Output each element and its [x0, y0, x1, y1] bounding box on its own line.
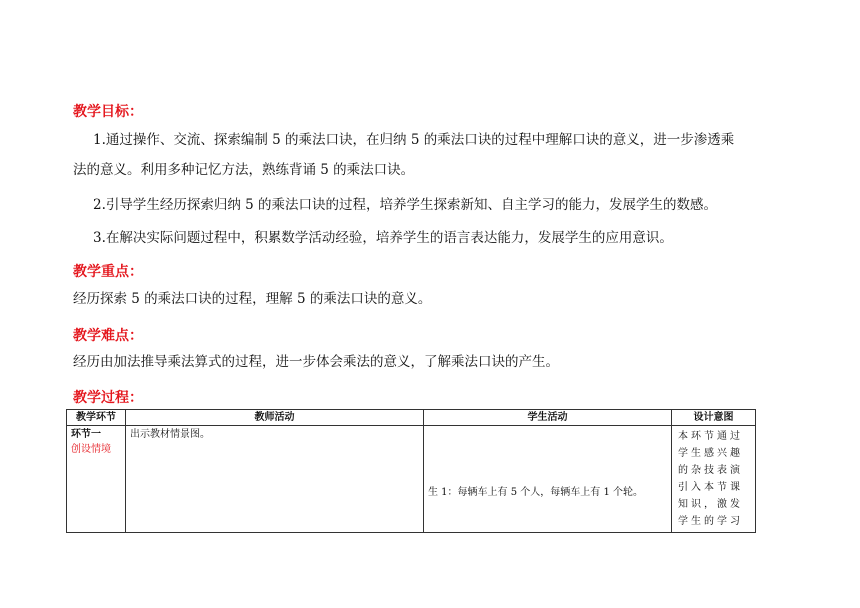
difficulties-text: 经历由加法推导乘法算式的过程，进一步体会乘法的意义，了解乘法口诀的产生。	[73, 354, 559, 370]
goal-item-1-line-1: 1.通过操作、交流、探索编制 5 的乘法口诀，在归纳 5 的乘法口诀的过程中理解口诀的意义，进一步渗透乘	[93, 132, 735, 148]
teaching-process-table	[66, 409, 756, 533]
goal-item-3: 3.在解决实际问题过程中，积累数学活动经验，培养学生的语言表达能力，发展学生的应用意识。	[93, 230, 673, 246]
header-student-activity: 学生活动	[424, 410, 672, 426]
goal-item-2: 2.引导学生经历探索归纳 5 的乘法口诀的过程，培养学生探索新知、自主学习的能力，发展学生的数感。	[93, 197, 718, 213]
header-stage: 教学环节	[67, 410, 126, 426]
stage-cell	[67, 426, 126, 533]
teacher-activity-text: 出示教材情景图。	[130, 429, 210, 440]
student-activity-cell	[424, 426, 672, 533]
process-heading: 教学过程：	[73, 390, 143, 406]
student-activity-text: 生 1：每辆车上有 5 个人，每辆车上有 1 个轮。	[428, 487, 643, 498]
design-intent-text: 本环节通过学生感兴趣的杂技表演引入本节课知识，激发学生的学习	[678, 431, 743, 527]
stage-subtitle: 创设情境	[71, 444, 111, 455]
goal-item-1-line-2: 法的意义。利用多种记忆方法，熟练背诵 5 的乘法口诀。	[73, 162, 415, 178]
goal-item-1	[73, 125, 789, 185]
key-points-heading: 教学重点：	[73, 264, 143, 280]
stage-name: 环节一	[71, 429, 101, 440]
table-header-row	[67, 410, 756, 426]
header-teacher-activity: 教师活动	[126, 410, 424, 426]
table-row	[67, 426, 756, 533]
header-design-intent: 设计意图	[672, 410, 756, 426]
difficulties-heading: 教学难点：	[73, 328, 143, 344]
goals-heading: 教学目标：	[73, 104, 143, 120]
teacher-activity-cell	[126, 426, 424, 533]
key-points-text: 经历探索 5 的乘法口诀的过程，理解 5 的乘法口诀的意义。	[73, 291, 432, 307]
design-intent-cell	[672, 426, 756, 533]
